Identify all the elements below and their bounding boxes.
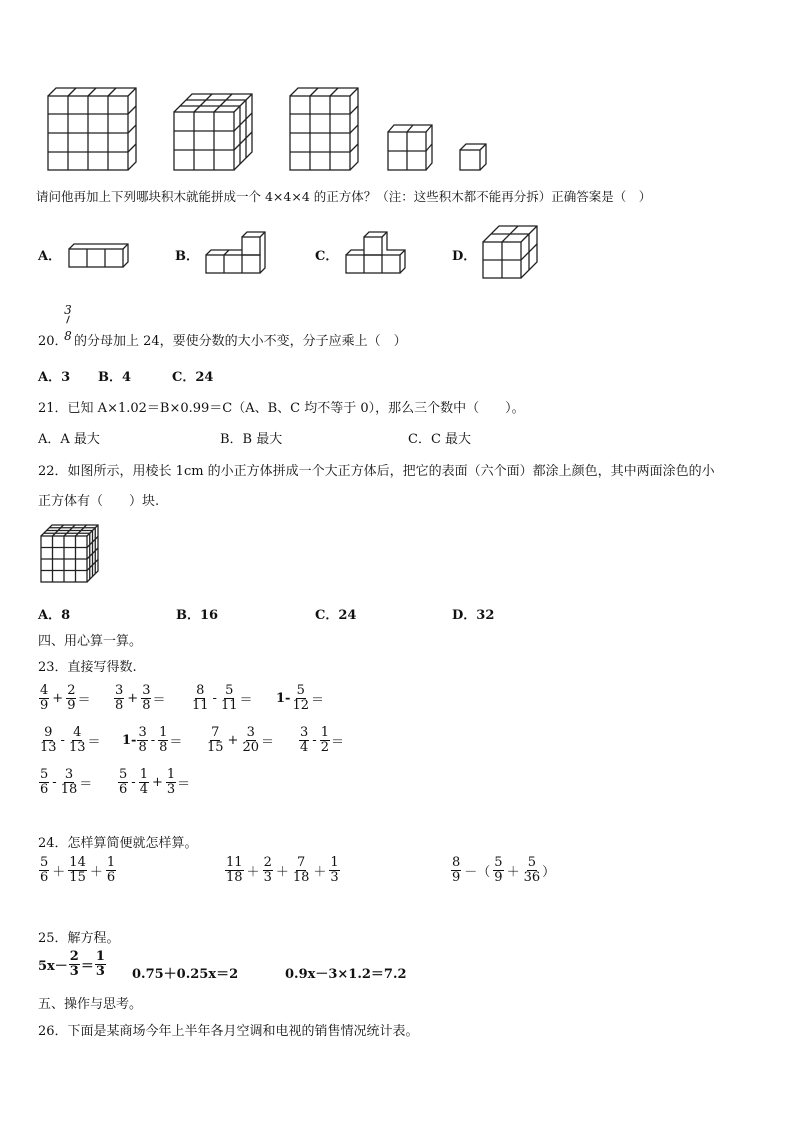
q24-e2-fraction-1: $\frac{11}{18}$	[226, 855, 243, 886]
section-4-heading: 四、用心算一算。	[38, 634, 143, 649]
q25-equation-3: 0.9x－3×1.2＝7.2	[285, 967, 407, 982]
q23-title: 23．直接写得数.	[38, 660, 137, 675]
q25-eq1-fraction-b: $\frac{1}{3}$	[95, 949, 105, 980]
q22-option-a: A．8	[38, 608, 71, 623]
q23-operator: -	[131, 775, 136, 791]
q23-item-3	[190, 684, 253, 714]
q23-item-4	[276, 684, 324, 714]
q22-text-line1: 22．如图所示，用棱长 1cm 的小正方体拼成一个大正方体后，把它的表面（六个面）都涂上颜色，其中两面涂色的小	[38, 464, 715, 479]
q22-option-c: C．24	[315, 608, 357, 623]
q24-e3-plus: ＋	[506, 865, 520, 881]
cube-figure-5	[460, 144, 486, 170]
q24-e2-plus: ＋	[313, 865, 327, 881]
q19-option-a-figure	[66, 240, 130, 270]
q23-fraction-a: $\frac{8}{11}$	[192, 683, 209, 714]
q22-option-b: B．16	[176, 608, 219, 623]
q24-e1-fraction-2: $\frac{14}{15}$	[69, 855, 86, 886]
q20-option-b: B．4	[98, 370, 132, 385]
q23-item-9	[38, 768, 92, 798]
q24-e3-fraction-c: $\frac{5}{36}$	[523, 855, 541, 886]
cube-figure-1	[48, 88, 136, 170]
q23-operator: -	[52, 775, 57, 791]
q24-e3-fraction-a: $\frac{8}{9}$	[452, 855, 461, 886]
q23-item-10	[117, 768, 190, 798]
q23-item-1	[38, 684, 90, 714]
q25-equation-1	[38, 950, 107, 980]
q24-e2-fraction-3: $\frac{7}{18}$	[292, 855, 310, 886]
q24-expression-2	[224, 856, 341, 886]
q23-equals: ＝	[152, 693, 166, 709]
q23-item-8	[298, 726, 344, 756]
q21-option-c: C．C 最大	[408, 432, 472, 447]
q25-eq1-equals: ＝	[80, 959, 94, 975]
q23-fraction-b: $\frac{1}{8}$	[159, 725, 168, 756]
q21-option-b: B．B 最大	[220, 432, 283, 447]
q23-operator: -	[312, 733, 317, 749]
q23-equals: ＝	[77, 693, 91, 709]
q23-item-2	[113, 684, 165, 714]
q23-fraction-b: $\frac{3}{18}$	[60, 767, 78, 798]
q23-operator-2: +	[151, 775, 163, 791]
q23-operator: -	[212, 691, 217, 707]
q21-text: 21．已知 A×1.02＝B×0.99＝C（A、B、C 均不等于 0），那么三个数中（ ）。	[38, 401, 525, 416]
q23-operator: -	[150, 733, 156, 749]
q23-fraction-a: $\frac{3}{4}$	[300, 725, 309, 756]
q19-option-d-figure	[478, 222, 542, 282]
q22-text-line2: 正方体有（ ）块.	[38, 494, 160, 509]
q19-option-b-label: B．	[175, 249, 199, 264]
q24-e1-fraction-3: $\frac{1}{6}$	[106, 855, 116, 886]
q23-operator: +	[227, 733, 239, 749]
q23-fraction-b: $\frac{1}{2}$	[320, 725, 329, 756]
q24-e1-plus: ＋	[52, 865, 66, 881]
q23-fraction-b: $\frac{5}{11}$	[220, 683, 238, 714]
q22-option-d: D．32	[452, 608, 495, 623]
cube-figure-2	[174, 94, 252, 170]
q24-expression-3	[450, 856, 555, 886]
q23-equals: ＝	[311, 693, 325, 709]
q20-number: 20．	[38, 334, 68, 349]
q19-option-d-label: D．	[452, 249, 477, 264]
q21-option-a: A．A 最大	[38, 432, 100, 447]
q23-fraction-b: $\frac{5}{12}$	[292, 683, 309, 714]
q20-fraction-denominator: 8	[64, 329, 72, 344]
q23-fraction-b: $\frac{3}{8}$	[142, 683, 151, 714]
q23-fraction-c: $\frac{1}{3}$	[166, 767, 176, 798]
q23-fraction-a: $\frac{5}{6}$	[40, 767, 49, 798]
q23-equals: ＝	[169, 735, 183, 751]
q24-title: 24．怎样算简便就怎样算。	[38, 836, 198, 851]
section-5-heading: 五、操作与思考。	[38, 997, 143, 1012]
q20-text: 的分母加上 24，要使分数的大小不变，分子应乘上（ ）	[74, 334, 407, 349]
q23-operator: -	[60, 733, 65, 749]
q19-option-c-figure	[343, 228, 409, 276]
q25-equation-2: 0.75＋0.25x＝2	[132, 967, 239, 982]
q23-fraction-a: $\frac{9}{13}$	[40, 725, 57, 756]
q25-eq1-fraction-a: $\frac{2}{3}$	[69, 949, 79, 980]
q20-option-c: C．24	[172, 370, 214, 385]
q24-e2-plus: ＋	[275, 865, 289, 881]
q23-item-prefix: 1-	[276, 691, 291, 707]
q19-option-c-label: C．	[315, 249, 339, 264]
q23-equals: ＝	[87, 735, 101, 751]
q19-option-a-label: A．	[38, 249, 62, 264]
q25-title: 25．解方程。	[38, 931, 120, 946]
q23-item-7	[205, 726, 274, 756]
q23-fraction-a: $\frac{3}{8}$	[115, 683, 124, 714]
q23-operator: +	[52, 691, 64, 707]
q22-cube-figure	[38, 522, 102, 586]
cube-figure-4	[388, 125, 432, 170]
q23-fraction-a: $\frac{3}{8}$	[138, 725, 147, 756]
q25-eq1-prefix: 5x－	[38, 959, 68, 975]
q24-e3-fraction-b: $\frac{5}{9}$	[494, 855, 503, 886]
q23-equals: ＝	[330, 735, 344, 751]
q23-fraction-b: $\frac{2}{9}$	[67, 683, 76, 714]
cube-figure-3	[290, 88, 358, 170]
q23-fraction-b: $\frac{1}{4}$	[139, 767, 148, 798]
q24-e1-plus: ＋	[89, 865, 103, 881]
q20-fraction-numerator: 3	[64, 303, 72, 317]
q24-e2-plus: ＋	[246, 865, 260, 881]
q19-stem: 请问他再加上下列哪块积木就能拼成一个 4×4×4 的正方体？（注：这些积木都不能再分拆）正确答案是（ ）	[36, 189, 652, 204]
q26-text: 26．下面是某商场今年上半年各月空调和电视的销售情况统计表。	[38, 1024, 419, 1039]
q23-fraction-b: $\frac{3}{20}$	[242, 725, 259, 756]
q23-equals: ＝	[177, 777, 191, 793]
q23-item-5	[38, 726, 101, 756]
q20-option-a: A．3	[38, 370, 71, 385]
q19-option-b-figure	[203, 228, 269, 276]
q24-e3-close-paren: ）	[542, 865, 556, 881]
q23-equals: ＝	[261, 735, 275, 751]
q24-e3-minus-paren: －（	[464, 865, 491, 881]
q23-equals: ＝	[79, 777, 93, 793]
q23-equals: ＝	[239, 693, 253, 709]
q23-fraction-a: $\frac{4}{9}$	[40, 683, 49, 714]
q23-fraction-a: $\frac{7}{15}$	[207, 725, 224, 756]
q24-expression-1	[38, 856, 117, 886]
q23-item-prefix: 1-	[122, 733, 137, 749]
q24-e2-fraction-4: $\frac{1}{3}$	[330, 855, 339, 886]
cube-stages-figure	[40, 82, 540, 177]
q23-fraction-a: $\frac{5}{6}$	[119, 767, 128, 798]
q20-fraction	[64, 304, 72, 343]
q24-e1-fraction-1: $\frac{5}{6}$	[40, 855, 49, 886]
q23-item-6	[122, 726, 182, 756]
q23-operator: +	[127, 691, 139, 707]
q23-fraction-b: $\frac{4}{13}$	[68, 725, 86, 756]
q24-e2-fraction-2: $\frac{2}{3}$	[263, 855, 272, 886]
